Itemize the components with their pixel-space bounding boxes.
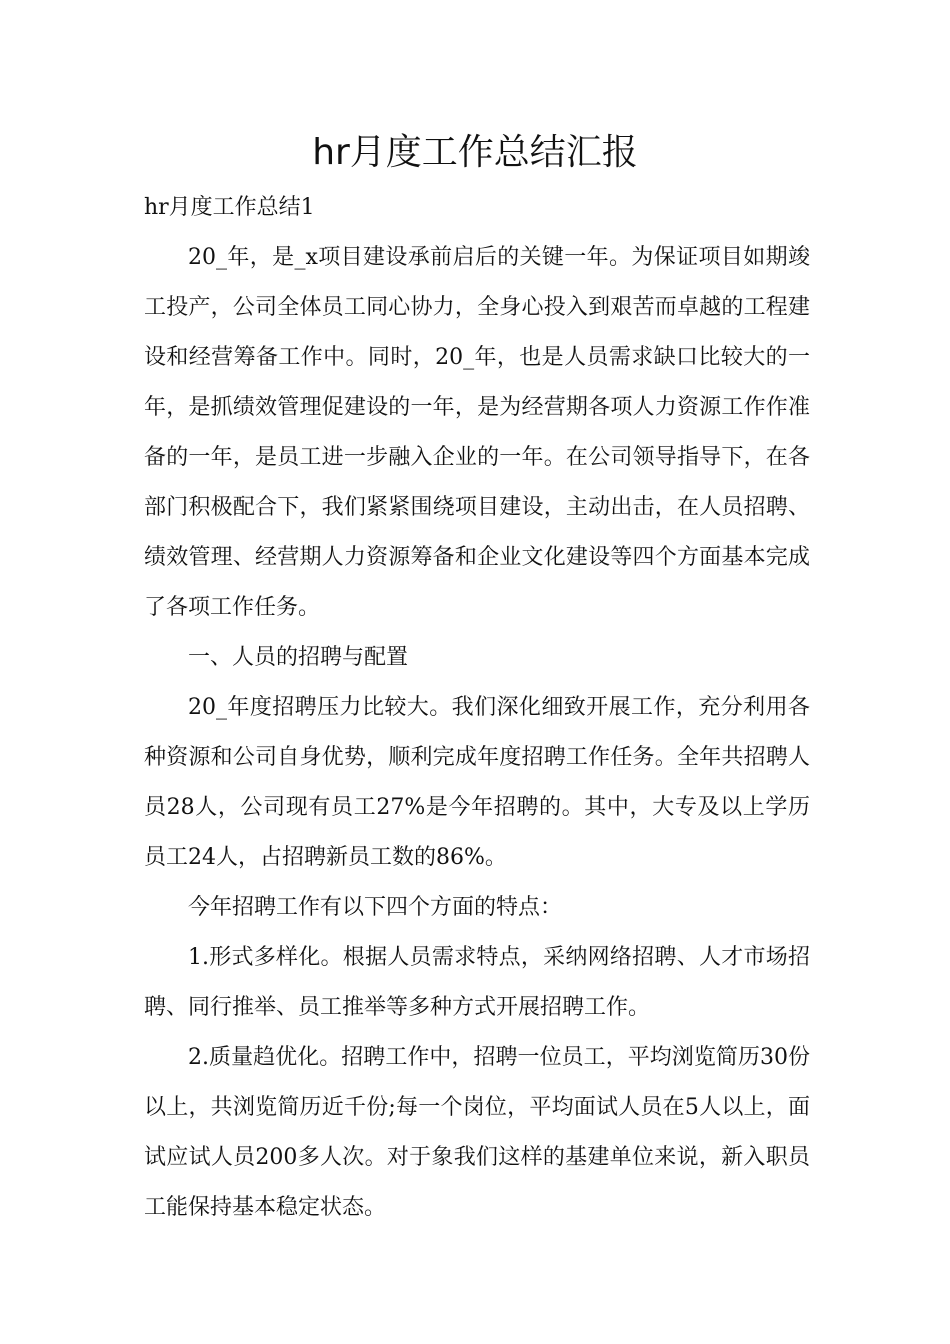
section-heading-recruitment: 一、人员的招聘与配置 (188, 645, 409, 670)
list-item-feature-1: 1.形式多样化。根据人员需求特点，采纳网络招聘、人才市场招聘、同行推举、员工推举等多种方式开展招聘工作。 (144, 945, 810, 1020)
document-title: hr月度工作总结汇报 (312, 132, 638, 173)
paragraph-recruitment-summary: 20_年度招聘压力比较大。我们深化细致开展工作，充分利用各种资源和公司自身优势，顺利完成年度招聘工作任务。全年共招聘人员28人，公司现有员工27%是今年招聘的。其中，大专及以上学历员工24人，占招聘新员工数的86%。 (144, 695, 810, 870)
document-subtitle: hr月度工作总结1 (144, 195, 315, 220)
paragraph-features-intro: 今年招聘工作有以下四个方面的特点： (188, 895, 563, 920)
list-item-feature-2: 2.质量趋优化。招聘工作中，招聘一位员工，平均浏览简历30份以上，共浏览简历近千份;每一个岗位，平均面试人员在5人以上，面试应试人员200多人次。对于象我们这样的基建单位来说，新入职员工能保持基本稳定状态。 (144, 1045, 810, 1220)
document-body (144, 183, 810, 1233)
paragraph-intro: 20_年，是_x项目建设承前启后的关键一年。为保证项目如期竣工投产，公司全体员工同心协力，全身心投入到艰苦而卓越的工程建设和经营筹备工作中。同时，20_年，也是人员需求缺口比较大的一年，是抓绩效管理促建设的一年，是为经营期各项人力资源工作作准备的一年，是员工进一步融入企业的一年。在公司领导指导下，在各部门积极配合下，我们紧紧围绕项目建设，主动出击，在人员招聘、绩效管理、经营期人力资源筹备和企业文化建设等四个方面基本完成了各项工作任务。 (144, 245, 810, 620)
